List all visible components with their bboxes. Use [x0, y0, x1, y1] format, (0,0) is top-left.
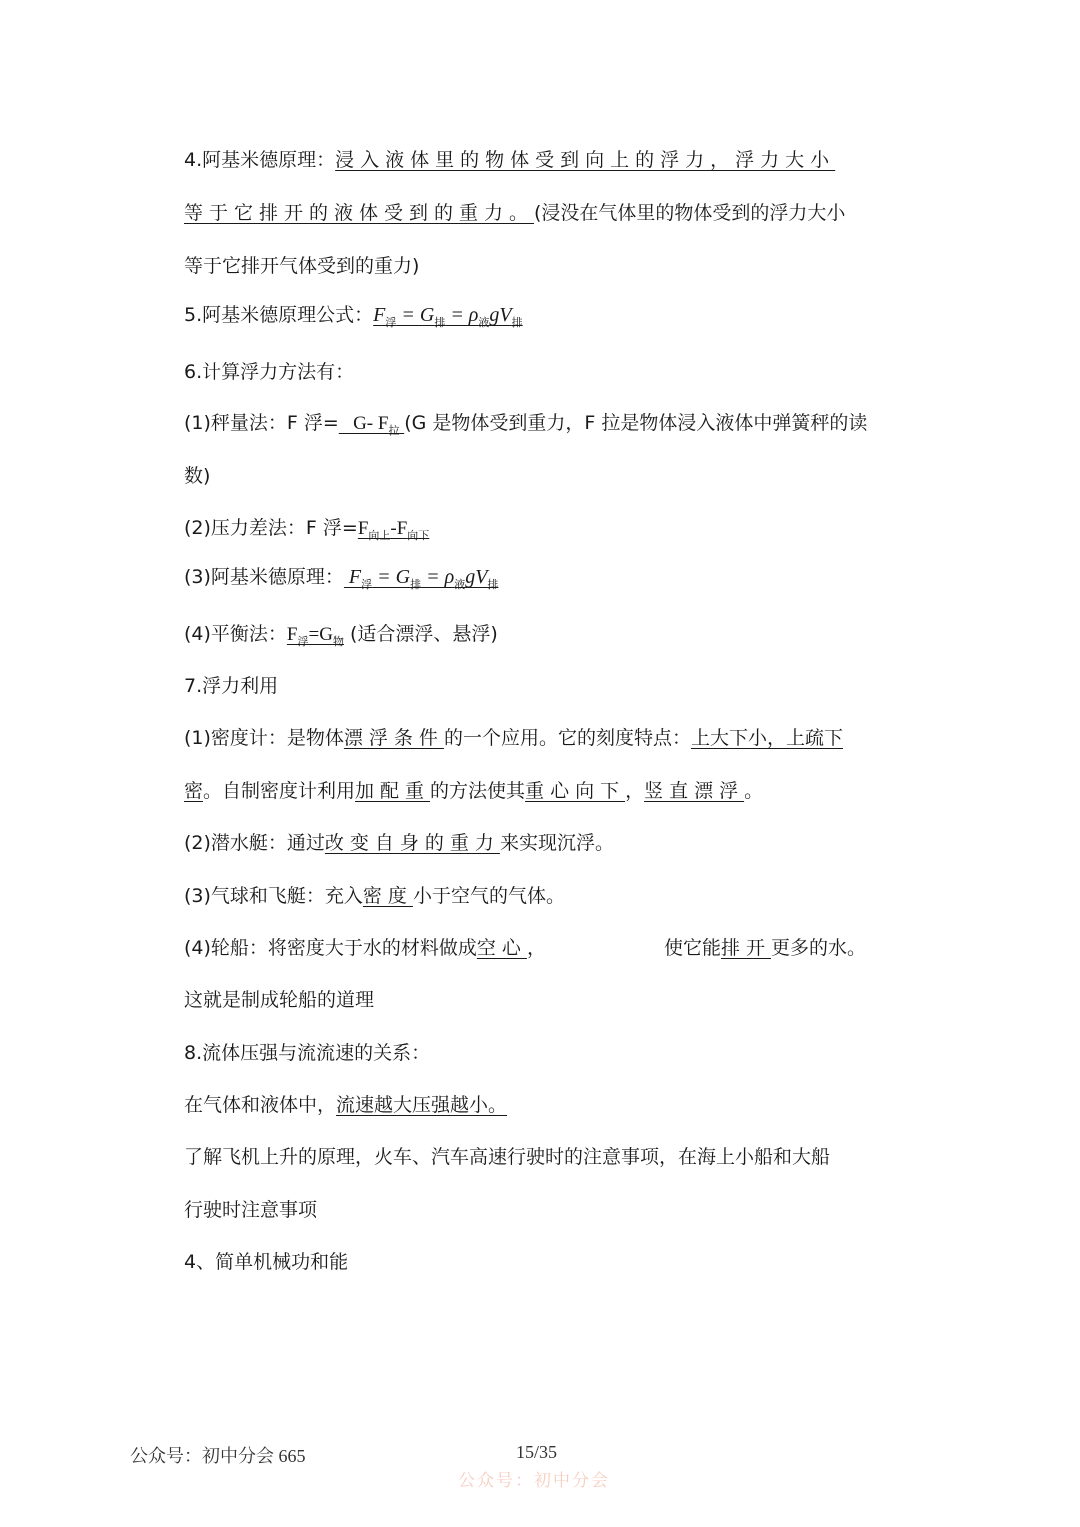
footer-account: 公众号：初中分会 665: [130, 1446, 306, 1466]
p7-d-end: 更多的水。: [770, 937, 866, 959]
p7-a2-underline3: 竖直漂浮: [644, 780, 745, 802]
p5-line: [184, 301, 904, 337]
p7-a-line1: [184, 724, 904, 752]
p7-a-mid: 的一个应用。它的刻度特点：: [443, 727, 691, 749]
p6-m3-label: (3)阿基米德原理：: [184, 566, 344, 588]
p8-line3: 了解飞机上升的原理，火车、汽车高速行驶时的注意事项，在海上小船和大船: [184, 1146, 831, 1168]
p6-title: 6.计算浮力方法有：: [184, 361, 355, 383]
p4-underline2: 等于它排开的液体受到的重力。: [184, 202, 535, 224]
p6-m1-label: (1)秤量法：F 浮=: [184, 412, 339, 434]
p7-a-underline1: 漂浮条件: [343, 727, 444, 749]
p7-a2-underline1: 加配重: [355, 780, 431, 802]
p7-c-line: [184, 882, 904, 910]
p6-m2-line: [184, 514, 904, 550]
p6-m1-line2: 数): [184, 465, 211, 487]
p7-d-underline1: 空心: [476, 937, 527, 959]
p8-title: 8.流体压强与流流速的关系：: [184, 1042, 431, 1064]
p7-a-line2: [184, 777, 904, 805]
p6-m4-rest: (适合漂浮、悬浮): [343, 623, 498, 645]
page-number: 15/35: [516, 1442, 558, 1462]
p4-label: 4.阿基米德原理：: [184, 149, 336, 171]
p4-rest: (浸没在气体里的物体受到的浮力大小: [534, 202, 846, 224]
p7-a-pre: (1)密度计：是物体: [184, 727, 344, 749]
p7-d-line: [184, 934, 904, 962]
p6-m2-label: (2)压力差法：F 浮=: [184, 517, 358, 539]
p7-d-underline2: 排开: [720, 937, 771, 959]
p6-m1-line: [184, 409, 904, 445]
p7-c-end: 小于空气的气体。: [412, 885, 565, 907]
p7-title: 7.浮力利用: [184, 675, 279, 697]
p6-m1-fill: G- $F_拉$: [338, 413, 400, 437]
p7-b-underline: 改变自身的重力: [324, 832, 500, 854]
p6-m2-fill: $F_{向上}-F_{向下}$: [357, 518, 430, 542]
section-heading: 4、简单机械功和能: [184, 1251, 349, 1273]
p7-d-mid: 使它能: [663, 937, 721, 959]
p7-d-pre: (4)轮船：将密度大于水的材料做成: [184, 937, 477, 959]
p7-b-end: 来实现沉浮。: [499, 832, 614, 854]
p7-d-sep: ，: [526, 937, 546, 959]
p7-d-line2: 这就是制成轮船的道理: [184, 989, 375, 1011]
p7-a-underline2: 上大下小，上疏下: [690, 727, 843, 749]
p7-a2-sep: ，: [625, 780, 645, 802]
p6-m4-line: [184, 620, 904, 656]
p4-line3: 等于它排开气体受到的重力): [184, 255, 420, 277]
p6-m4-label: (4)平衡法：: [184, 623, 287, 645]
p7-c-pre: (3)气球和飞艇：充入: [184, 885, 363, 907]
p7-a2-end: 。: [744, 780, 764, 802]
p7-a2-pre: 。自制密度计利用: [203, 780, 356, 802]
p7-b-line: [184, 829, 904, 857]
p5-label: 5.阿基米德原理公式：: [184, 304, 374, 326]
watermark: 公众号：初中分会: [458, 1471, 610, 1491]
p4-line1: [184, 146, 904, 174]
p6-m3-formula: $F_浮 = G_排 = \rho_液gV_排$: [343, 566, 499, 591]
p7-a2-underline0: 密: [184, 780, 204, 802]
p8-underline: 流速越大压强越小。: [336, 1094, 508, 1116]
p6-m1-rest: (G 是物体受到重力，F 拉是物体浸入液体中弹簧秤的读: [404, 412, 868, 434]
p8-line4: 行驶时注意事项: [184, 1199, 318, 1221]
p7-a2-underline2: 重心向下: [525, 780, 626, 802]
p7-b-pre: (2)潜水艇：通过: [184, 832, 325, 854]
p8-line2: [184, 1091, 904, 1119]
p7-a2-mid: 的方法使其: [430, 780, 526, 802]
p6-m4-fill: $F_浮=G_物$: [286, 624, 344, 648]
p7-c-underline: 密度: [362, 885, 413, 907]
p4-underline1: 浸入液体里的物体受到向上的浮力，浮力大小: [335, 149, 836, 171]
p4-line2: [184, 199, 904, 227]
p5-formula: $F_浮 = G_排 = \rho_液gV_排$: [373, 304, 523, 329]
p6-m3-line: [184, 563, 904, 599]
p8-pre: 在气体和液体中，: [184, 1094, 337, 1116]
